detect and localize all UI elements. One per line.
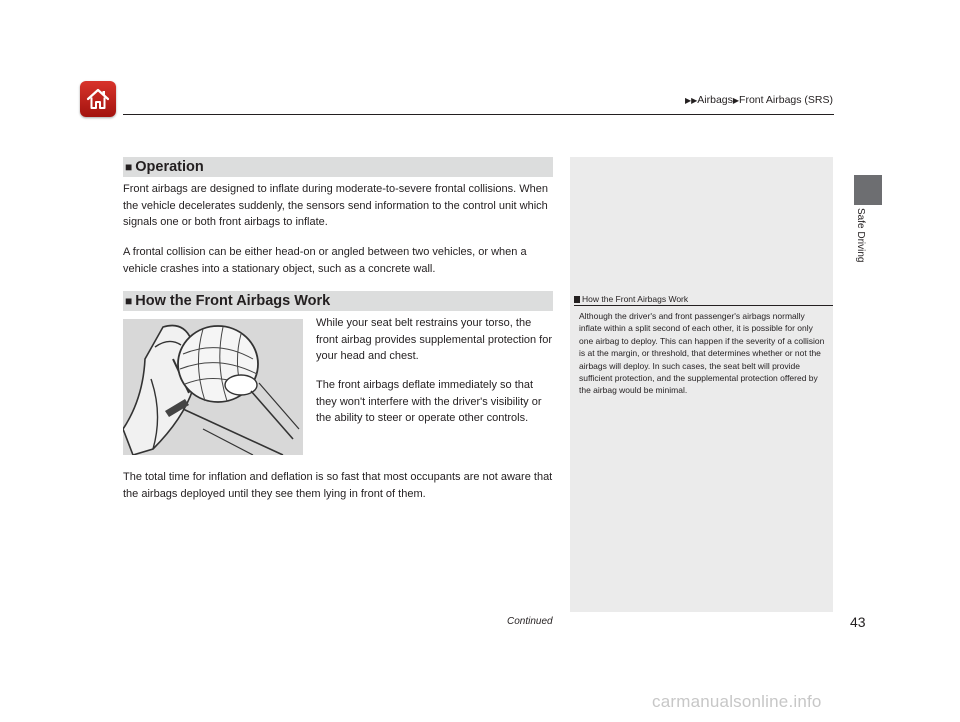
- breadcrumb-arrow-icon: ▶: [732, 96, 740, 105]
- how-it-works-paragraph-1: While your seat belt restrains your torso, the front airbag provides supplemental protection for your head and chest.: [316, 317, 553, 362]
- section-heading-operation: ■ Operation: [123, 157, 553, 177]
- chapter-tab[interactable]: [854, 175, 882, 205]
- how-it-works-paragraph-2: The front airbags deflate immediately so that they won't interfere with the driver's visibility or the ability to steer or operate other controls.: [316, 379, 542, 424]
- breadcrumb: [640, 94, 833, 106]
- breadcrumb-arrow-icon: ▶▶: [684, 96, 698, 105]
- home-icon: [85, 86, 111, 112]
- square-bullet-icon: ■: [125, 160, 133, 174]
- note-text: Although the driver's and front passenger's airbags normally inflate within a split second of each other, it is possible for only one airbag to deploy. This can happen if the severity of a collision is at the margin, or threshold, that determines whether or not the airbags will deploy. In such cases, the seat belt will provide sufficient protection, and the supplemental protection offered by the airbag would be minimal.: [579, 311, 825, 396]
- home-button[interactable]: [80, 81, 116, 117]
- note-title: How the Front Airbags Work: [574, 294, 688, 304]
- chapter-tab-label: Safe Driving: [855, 208, 866, 263]
- operation-paragraph-1: Front airbags are designed to inflate during moderate-to-severe frontal collisions. When the vehicle decelerates suddenly, the sensors send information to the control unit which signals one or both front airbags to inflate.: [123, 183, 548, 228]
- breadcrumb-item-airbags[interactable]: Airbags: [697, 94, 733, 106]
- section-heading-how-it-works: ■ How the Front Airbags Work: [123, 291, 553, 311]
- page-number: 43: [850, 614, 866, 630]
- how-it-works-paragraph-3: The total time for inflation and deflation is so fast that most occupants are not aware that the airbags deployed until they see them lying in front of them.: [123, 471, 553, 500]
- square-bullet-icon: ■: [125, 294, 133, 308]
- airbag-illustration: [123, 319, 303, 455]
- operation-paragraph-2: A frontal collision can be either head-on or angled between two vehicles, or when a vehicle crashes into a stationary object, such as a concrete wall.: [123, 246, 527, 275]
- continued-label: Continued: [507, 616, 553, 627]
- header-rule: [123, 114, 834, 115]
- note-rule: [574, 305, 833, 306]
- watermark: carmanualsonline.info: [652, 692, 822, 711]
- breadcrumb-item-front-airbags[interactable]: Front Airbags (SRS): [739, 94, 833, 106]
- note-marker-icon: [574, 296, 580, 303]
